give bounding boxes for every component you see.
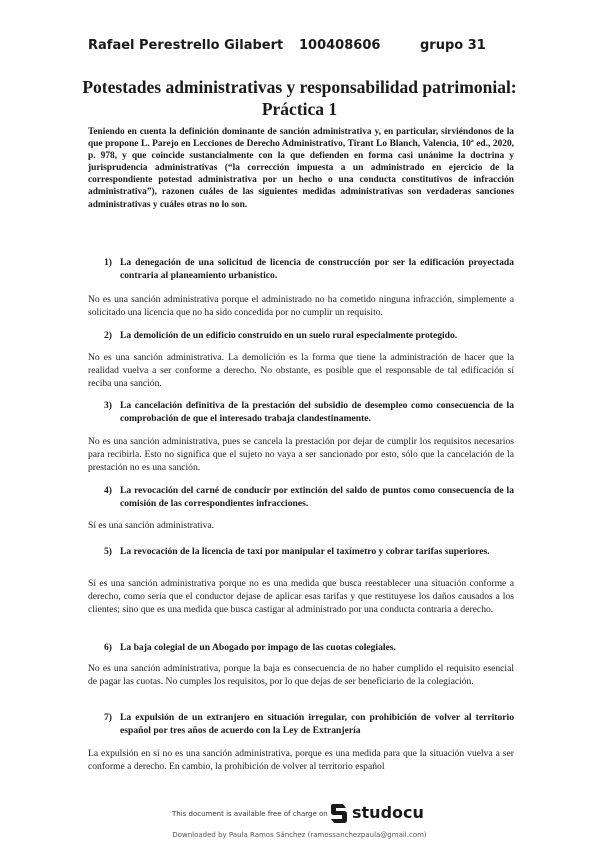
question-text: La denegación de una solicitud de licencia de construcción por ser la edificación proyectada contraria al planeamiento urbanístico. [120,257,514,281]
studocu-brand-text: studocu [352,803,424,822]
answer-1: No es una sanción administrativa porque el administrado no ha cometido ninguna infracción, simplemente a solicitado una licencia que no ha sido concedida por no cumplir un requisito. [88,294,514,319]
question-number: 6) [104,642,112,653]
answer-3: No es una sanción administrativa, pues se cancela la prestación por dejar de cumplir los requisitos necesarios para recibirla. Esto no significa que el sujeto no vaya a ser sancionado por esto, sólo que la cancelación de la prestación no es una sanción. [88,436,514,474]
question-3 [104,399,514,425]
question-text: La baja colegial de un Abogado por impago de las cuotas colegiales. [120,642,396,653]
question-number: 1) [104,257,112,268]
group-label: grupo 31 [420,38,486,53]
question-1 [104,256,514,282]
studocu-logo-icon [330,802,348,824]
studocu-logo[interactable] [330,802,440,824]
question-text: La cancelación definitiva de la prestación del subsidio de desempleo como consecuencia de la comprobación de que el interesado trabaja clandestinamente. [120,400,514,424]
question-number: 7) [104,712,112,723]
question-number: 2) [104,330,112,341]
answer-6: No es una sanción administrativa, porque la baja es consecuencia de no haber cumplido el requisito esencial de pagar las cuotas. No cumples los requisitos, por lo que dejas de ser beneficiario de la colegiación. [88,663,514,688]
question-text: La expulsión de un extranjero en situación irregular, con prohibición de volver al territorio español por tres años de acuerdo con la Ley de Extranjería [120,712,514,736]
question-5 [104,545,514,558]
question-number: 3) [104,400,112,411]
document-title: Potestades administrativas y responsabilidad patrimonial: Práctica 1 [82,77,517,119]
question-text: La revocación del carné de conducir por extinción del saldo de puntos como consecuencia de la comisión de las correspondientes infracciones. [120,485,514,509]
answer-7: La expulsión en sí no es una sanción administrativa, porque es una medida para que la situación vuelva a ser conforme a derecho. En cambio, la prohibición de volver al territorio español [88,748,514,773]
download-note: Downloaded by Paula Ramos Sánchez (ramossanchezpaula@gmail.com) [172,831,427,839]
question-number: 4) [104,485,112,496]
student-name: Rafael Perestrello Gilabert [88,38,284,53]
answer-4: Sí es una sanción administrativa. [88,520,215,531]
student-id: 100408606 [299,38,381,53]
question-text: La revocación de la licencia de taxi por manipular el taxímetro y cobrar tarifas superiores. [120,546,490,557]
availability-note: This document is available free of charge on [172,810,328,818]
intro-paragraph: Teniendo en cuenta la definición dominante de sanción administrativa y, en particular, sirviéndonos de la que propone L. Parejo en Lecciones de Derecho Administrativo, Tirant Lo Blanch, Valencia, 10ª ed., 2020, p. 978, y que coincide sustancialmente con la que defienden en forma casi unánime la doctrina y jurisprudencia administrativas (“la corrección impuesta a un administrado en ejercicio de la correspondiente potestad administrativa por un hecho o una conducta constitutivos de infracción administrativa”), razonen cuáles de las siguientes medidas administrativas son verdaderas sanciones administrativas y cuáles otras no lo son. [88,127,514,210]
answer-2: No es una sanción administrativa. La demolición es la forma que tiene la administración de hacer que la realidad vuelva a ser conforme a derecho. No obstante, es posible que el responsable de tal edificación sí reciba una sanción. [88,352,514,390]
question-2 [104,329,514,342]
answer-5: Sí es una sanción administrativa porque no es una medida que busca reestablecer una situación conforme a derecho, como sería que el conductor dejase de aplicar esas tarifas y que restituyese los daños causados a los clientes; sino que es una medida que busca castigar al administrado por una conducta contraria a derecho. [88,578,514,616]
question-text: La demolición de un edificio construido en un suelo rural especialmente protegido. [120,330,458,341]
question-6 [104,641,514,654]
question-number: 5) [104,546,112,557]
question-4 [104,484,514,510]
question-7 [104,711,514,737]
